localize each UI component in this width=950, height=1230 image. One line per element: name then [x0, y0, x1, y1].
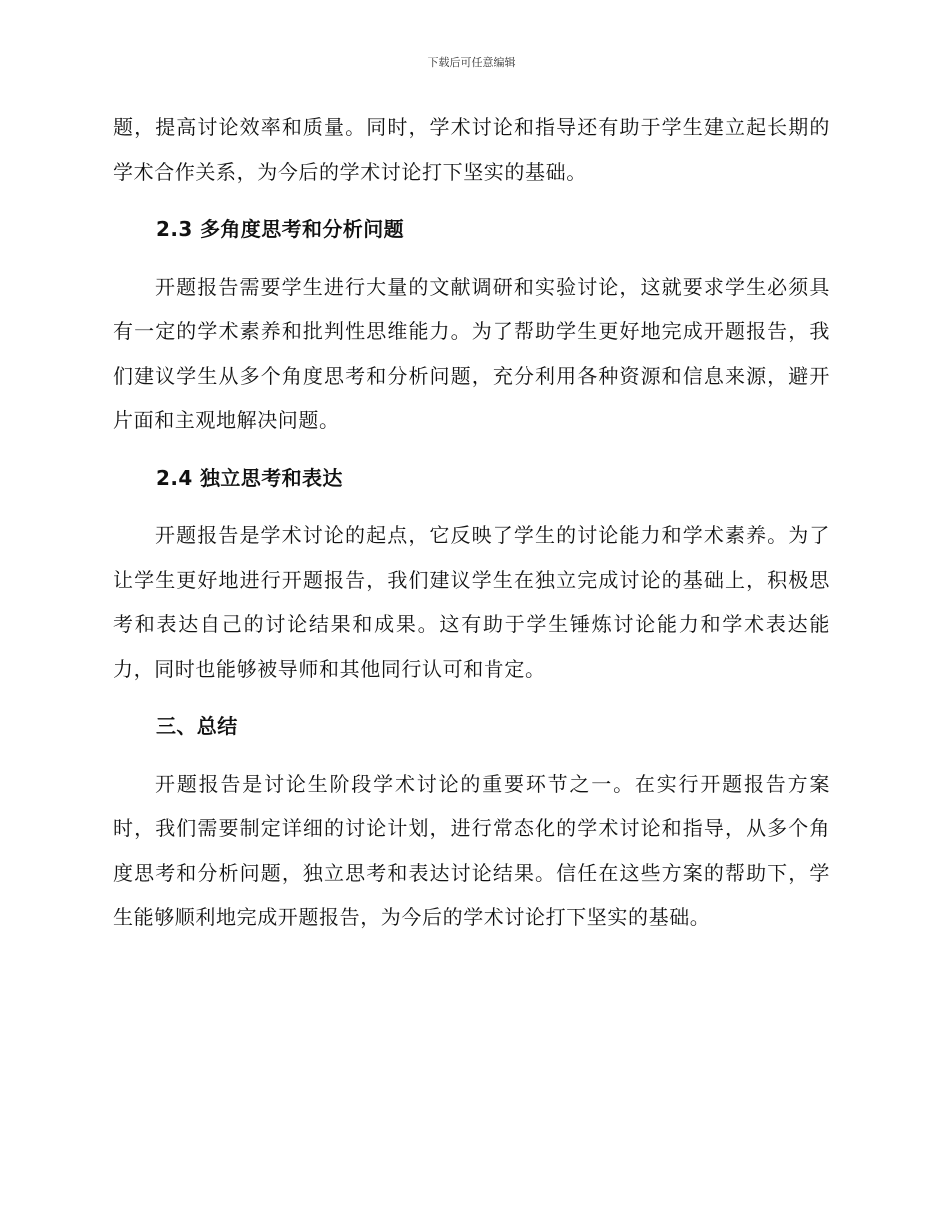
section-heading-summary: 三、总结 — [156, 714, 238, 738]
page-header: 下载后可任意编辑 — [427, 56, 516, 69]
paragraph-continued: 题，提高讨论效率和质量。同时，学术讨论和指导还有助于学生建立起长期的学术合作关系，为今后的学术讨论打下坚实的基础。 — [113, 115, 830, 184]
paragraph-2-3: 开题报告需要学生进行大量的文献调研和实验讨论，这就要求学生必须具有一定的学术素养和批判性思维能力。为了帮助学生更好地完成开题报告，我们建议学生从多个角度思考和分析问题，充分利用各种资源和信息来源，避开片面和主观地解决问题。 — [113, 274, 830, 432]
section-heading-2-3: 2.3 多角度思考和分析问题 — [156, 217, 404, 241]
paragraph-2-4: 开题报告是学术讨论的起点，它反映了学生的讨论能力和学术素养。为了让学生更好地进行开题报告，我们建议学生在独立完成讨论的基础上，积极思考和表达自己的讨论结果和成果。这有助于学生锤炼讨论能力和学术表达能力，同时也能够被导师和其他同行认可和肯定。 — [113, 523, 830, 681]
paragraph-summary: 开题报告是讨论生阶段学术讨论的重要环节之一。在实行开题报告方案时，我们需要制定详细的讨论计划，进行常态化的学术讨论和指导，从多个角度思考和分析问题，独立思考和表达讨论结果。信任在这些方案的帮助下，学生能够顺利地完成开题报告，为今后的学术讨论打下坚实的基础。 — [113, 771, 830, 929]
document-body — [113, 105, 830, 940]
section-heading-2-4: 2.4 独立思考和表达 — [156, 465, 343, 490]
